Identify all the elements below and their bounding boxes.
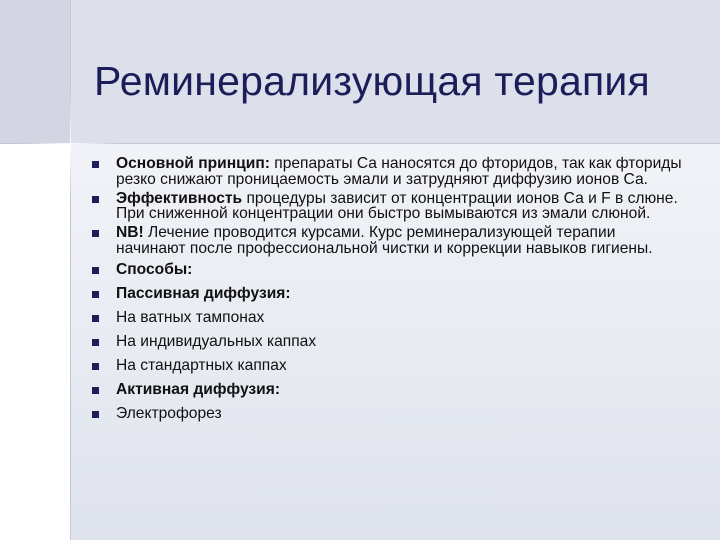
item-text: Электрофорез	[116, 405, 222, 423]
square-bullet-icon	[92, 267, 99, 274]
square-bullet-icon	[92, 315, 99, 322]
corner-panel	[0, 0, 70, 143]
square-bullet-icon	[92, 291, 99, 298]
item-text: препараты Са наносятся до фторидов, так как фториды резко снижают проницаемость эмали и затрудняют диффузию ионов Са.	[116, 155, 682, 188]
item-bold-label: Способы:	[116, 261, 193, 279]
list-item	[88, 260, 688, 281]
item-bold-label: Основной принцип:	[116, 155, 270, 172]
square-bullet-icon	[92, 196, 99, 203]
list-item	[88, 356, 688, 377]
vertical-rule	[70, 0, 71, 540]
item-text: На стандартных каппах	[116, 357, 287, 375]
list-item	[88, 380, 688, 401]
list-item	[88, 404, 688, 425]
square-bullet-icon	[92, 411, 99, 418]
square-bullet-icon	[92, 339, 99, 346]
square-bullet-icon	[92, 387, 99, 394]
item-bold-label: Пассивная диффузия:	[116, 285, 291, 303]
bullet-list	[88, 156, 688, 428]
list-item	[88, 308, 688, 329]
square-bullet-icon	[92, 161, 99, 168]
item-text: Лечение проводится курсами. Курс реминерализующей терапии начинают после профессиональной чистки и коррекции навыков гигиены.	[116, 224, 653, 257]
cross-highlight-vertical	[70, 90, 71, 200]
list-item	[88, 156, 688, 187]
cross-highlight-horizontal	[20, 143, 120, 144]
item-text: процедуры зависит от концентрации ионов Са и F в слюне. При сниженной концентрации они быстро вымываются из эмали слюной.	[116, 189, 678, 223]
item-bold-label: Эффективность	[116, 189, 243, 207]
list-item	[88, 225, 688, 256]
item-text: На индивидуальных каппах	[116, 333, 317, 351]
list-item	[88, 284, 688, 305]
item-bold-label: NB!	[116, 224, 144, 242]
left-margin	[0, 143, 70, 540]
item-bold-label: Активная диффузия:	[116, 381, 281, 399]
list-item	[88, 332, 688, 353]
item-text: На ватных тампонах	[116, 309, 265, 327]
list-item	[88, 191, 688, 222]
square-bullet-icon	[92, 230, 99, 237]
square-bullet-icon	[92, 363, 99, 370]
slide-title: Реминерализующая терапия	[94, 58, 650, 104]
